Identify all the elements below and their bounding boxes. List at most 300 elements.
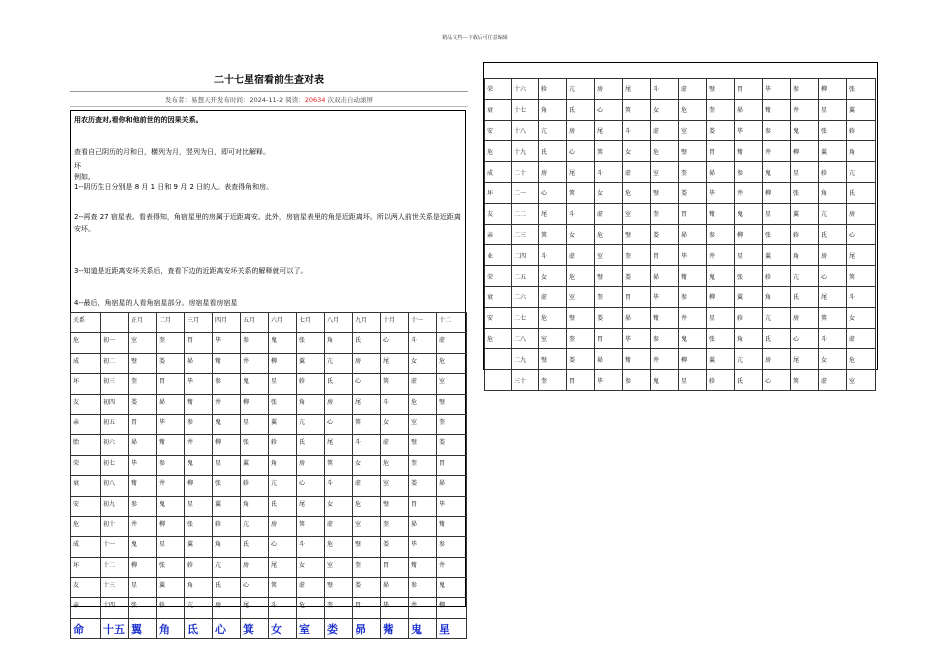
mansion-cell: 昴 (157, 394, 185, 414)
mansion-cell: 角 (791, 245, 819, 266)
mansion-cell: 房 (213, 598, 241, 618)
article-meta (70, 95, 468, 104)
relation-cell: 业 (485, 245, 512, 266)
title-divider (70, 91, 468, 92)
mansion-cell: 斗 (325, 476, 353, 496)
mansion-cell: 氐 (791, 286, 819, 307)
mansion-cell: 心 (269, 537, 297, 557)
mansion-cell: 斗 (595, 162, 623, 183)
mansion-cell: 星 (241, 414, 269, 434)
mansion-cell: 尾 (595, 120, 623, 141)
mansion-cell: 轸 (707, 370, 735, 391)
mansion-cell: 心 (325, 414, 353, 434)
mansion-cell: 翼 (791, 203, 819, 224)
mansion-cell: 胃 (567, 370, 595, 391)
mansion-cell: 尾 (381, 353, 409, 373)
mansion-cell: 奎 (353, 557, 381, 577)
mansion-cell: 箕 (325, 455, 353, 475)
mansion-cell: 参 (651, 328, 679, 349)
mansion-cell: 毕 (129, 455, 157, 475)
mansion-cell: 斗 (409, 333, 437, 353)
mansion-cell: 亢 (297, 414, 325, 434)
mansion-cell: 氐 (269, 496, 297, 516)
day-cell: 十八 (512, 120, 539, 141)
table-row (485, 141, 876, 162)
mansion-cell: 井 (213, 394, 241, 414)
day-cell: 十七 (512, 99, 539, 120)
mansion-cell: 虚 (539, 286, 567, 307)
mansion-cell: 柳 (185, 476, 213, 496)
mansion-cell: 虚 (567, 245, 595, 266)
mansion-cell: 箕 (595, 141, 623, 162)
mansion-cell: 危 (353, 496, 381, 516)
mansion-cell: 角 (297, 394, 325, 414)
mansion-cell: 危 (409, 394, 437, 414)
mansion-cell: 参 (735, 162, 763, 183)
mansion-cell: 鬼 (735, 203, 763, 224)
mansion-cell: 危 (539, 307, 567, 328)
mansion-cell: 女 (539, 266, 567, 287)
mansion-cell: 张 (241, 435, 269, 455)
mansion-cell: 柳 (241, 394, 269, 414)
mansion-cell: 女 (325, 496, 353, 516)
mansion-cell: 觜 (735, 141, 763, 162)
mansion-cell: 角 (269, 455, 297, 475)
mansion-cell: 室 (567, 286, 595, 307)
mansion-cell: 女 (847, 307, 876, 328)
mansion-cell: 室 (129, 333, 157, 353)
mansion-cell: 翼 (241, 455, 269, 475)
mansion-cell: 房 (763, 349, 791, 370)
mansion-cell: 璧 (437, 394, 467, 414)
mansion-cell: 角 (763, 286, 791, 307)
mansion-cell: 室 (409, 414, 437, 434)
table-row (485, 182, 876, 203)
mansion-cell: 鬼 (707, 266, 735, 287)
mansion-cell: 房 (325, 394, 353, 414)
mansion-cell: 觜 (213, 353, 241, 373)
mansion-cell: 鬼 (129, 537, 157, 557)
mansion-cell: 鬼 (791, 120, 819, 141)
relation-cell: 坏 (71, 557, 101, 577)
mansion-cell: 星 (213, 455, 241, 475)
day-cell: 十二 (101, 557, 129, 577)
mansion-cell: 轸 (735, 307, 763, 328)
mansion-cell: 张 (763, 224, 791, 245)
mansion-cell: 娄 (651, 224, 679, 245)
mansion-cell: 璧 (623, 224, 651, 245)
mansion-cell: 璧 (595, 266, 623, 287)
mansion-cell: 虚 (847, 328, 876, 349)
mansion-cell: 氐 (213, 578, 241, 598)
mansion-cell: 翼 (185, 537, 213, 557)
mansion-cell: 心 (819, 266, 847, 287)
relation-cell: 坏 (71, 374, 101, 394)
mansion-cell: 斗 (651, 79, 679, 100)
day-cell: 初二 (101, 353, 129, 373)
mansion-cell: 参 (707, 224, 735, 245)
mansion-cell: 娄 (679, 182, 707, 203)
mansion-cell: 虚 (409, 374, 437, 394)
mansion-cell: 氐 (567, 99, 595, 120)
mansion-cell: 心 (241, 578, 269, 598)
mansion-cell: 箕 (623, 99, 651, 120)
mansion-cell: 女 (409, 353, 437, 373)
table-row (485, 245, 876, 266)
mansion-cell: 翼 (707, 349, 735, 370)
table-row (71, 537, 467, 557)
table-row (71, 414, 467, 434)
mansion-cell: 房 (595, 79, 623, 100)
mansion-cell: 璧 (325, 578, 353, 598)
day-cell: 二九 (512, 349, 539, 370)
relation-cell: 命 (71, 618, 101, 638)
relation-cell: 友 (71, 578, 101, 598)
mansion-cell: 翼 (157, 578, 185, 598)
relation-cell: 亲 (485, 224, 512, 245)
mansion-cell: 轸 (241, 476, 269, 496)
mansion-cell: 轸 (269, 435, 297, 455)
mansion-cell: 星 (437, 618, 467, 638)
mansion-cell: 房 (819, 245, 847, 266)
mansion-cell: 轸 (157, 598, 185, 618)
mansion-cell: 张 (847, 79, 876, 100)
mansion-cell: 尾 (297, 496, 325, 516)
mansion-cell: 柳 (763, 182, 791, 203)
mansion-cell: 鬼 (185, 455, 213, 475)
mansion-cell: 井 (735, 182, 763, 203)
day-cell: 初九 (101, 496, 129, 516)
mansion-cell: 参 (679, 286, 707, 307)
mansion-cell: 虚 (325, 516, 353, 536)
table-row (485, 370, 876, 391)
view-count: 20634 (304, 96, 326, 104)
table-row (71, 394, 467, 414)
mansion-cell: 女 (269, 618, 297, 638)
mansion-cell: 十一 (409, 313, 437, 333)
relation-cell: 成 (71, 537, 101, 557)
mansion-cell: 觜 (763, 99, 791, 120)
day-cell: 二三 (512, 224, 539, 245)
table-row (71, 578, 467, 598)
mansion-cell: 十月 (381, 313, 409, 333)
day-cell: 初十 (101, 516, 129, 536)
mansion-cell: 井 (241, 353, 269, 373)
mansion-cell: 张 (213, 476, 241, 496)
mansion-cell: 参 (623, 370, 651, 391)
mansion-cell: 轸 (763, 266, 791, 287)
mansion-cell: 虚 (651, 120, 679, 141)
mansion-cell: 尾 (567, 162, 595, 183)
table-row (485, 79, 876, 100)
mansion-cell: 虚 (297, 578, 325, 598)
mansion-cell: 娄 (623, 266, 651, 287)
mansion-cell: 女 (381, 414, 409, 434)
mansion-cell: 星 (763, 203, 791, 224)
meta-divider (70, 106, 468, 107)
mansion-cell: 张 (819, 120, 847, 141)
mansion-cell: 星 (129, 578, 157, 598)
relation-cell: 成 (485, 162, 512, 183)
mansion-cell: 胃 (353, 598, 381, 618)
day-cell: 十九 (512, 141, 539, 162)
mansion-cell: 房 (791, 307, 819, 328)
mansion-cell: 璧 (679, 141, 707, 162)
mansion-cell: 房 (241, 557, 269, 577)
mansion-cell: 奎 (679, 162, 707, 183)
mansion-cell: 轸 (213, 516, 241, 536)
mansion-cell: 张 (185, 516, 213, 536)
mansion-cell: 室 (847, 370, 876, 391)
mansion-cell: 翼 (735, 286, 763, 307)
mansion-cell: 鬼 (269, 333, 297, 353)
mansion-cell: 胃 (651, 245, 679, 266)
step-4: 4--最后，角宿星的人看角宿星部分。房宿星看房宿星 (74, 299, 238, 307)
table-row (485, 307, 876, 328)
mansion-cell: 二月 (157, 313, 185, 333)
mansion-cell: 璧 (409, 435, 437, 455)
day-cell: 二六 (512, 286, 539, 307)
mansion-cell: 危 (679, 99, 707, 120)
mansion-cell: 房 (297, 455, 325, 475)
table-row (71, 476, 467, 496)
mansion-cell: 觜 (437, 516, 467, 536)
mansion-cell: 亢 (213, 557, 241, 577)
mansion-cell: 氐 (241, 537, 269, 557)
mansion-cell: 七月 (297, 313, 325, 333)
mansion-cell: 轸 (791, 224, 819, 245)
relation-cell: 衰 (71, 476, 101, 496)
mansion-cell: 鬼 (157, 496, 185, 516)
mansion-cell: 斗 (847, 286, 876, 307)
mansion-cell: 心 (353, 374, 381, 394)
mansion-cell: 娄 (157, 353, 185, 373)
mansion-cell: 参 (157, 455, 185, 475)
table-row (71, 516, 467, 536)
relation-cell: 荣 (485, 266, 512, 287)
mansion-cell: 氐 (353, 333, 381, 353)
mansion-cell: 虚 (353, 476, 381, 496)
relation-cell: 友 (71, 394, 101, 414)
mansion-cell: 娄 (325, 618, 353, 638)
mansion-cell: 毕 (651, 286, 679, 307)
mansion-cell: 女 (595, 182, 623, 203)
mansion-cell: 房 (353, 353, 381, 373)
mansion-cell: 觜 (381, 618, 409, 638)
mansion-cell: 鬼 (409, 618, 437, 638)
mansion-cell: 虚 (623, 162, 651, 183)
mansion-cell: 胃 (381, 557, 409, 577)
mansion-cell: 毕 (185, 374, 213, 394)
mansion-cell: 危 (381, 455, 409, 475)
mansion-cell: 女 (353, 455, 381, 475)
mansion-cell: 角 (157, 618, 185, 638)
table-row (485, 286, 876, 307)
mansion-cell: 奎 (381, 516, 409, 536)
mansion-cell: 女 (623, 141, 651, 162)
mansion-cell: 翼 (213, 496, 241, 516)
mansion-cell: 鬼 (763, 162, 791, 183)
mansion-cell: 奎 (707, 99, 735, 120)
day-cell: 二七 (512, 307, 539, 328)
mansion-cell: 昴 (595, 349, 623, 370)
mansion-cell: 氐 (735, 370, 763, 391)
day-cell: 二八 (512, 328, 539, 349)
mansion-cell: 危 (847, 349, 876, 370)
relation-cell: 关系 (71, 313, 101, 333)
mansion-cell: 胃 (707, 141, 735, 162)
relation-cell (485, 370, 512, 391)
mansion-cell: 奎 (129, 374, 157, 394)
relation-cell: 危 (71, 516, 101, 536)
mansion-cell: 毕 (437, 496, 467, 516)
mansion-cell: 亢 (325, 353, 353, 373)
mansion-cell: 星 (819, 99, 847, 120)
mansion-cell: 亢 (791, 266, 819, 287)
mansion-cell: 张 (269, 394, 297, 414)
mansion-cell: 觜 (679, 266, 707, 287)
mansion-cell: 氐 (763, 328, 791, 349)
mansion-cell: 翼 (819, 141, 847, 162)
mansion-cell: 觜 (623, 349, 651, 370)
mansion-cell: 张 (791, 182, 819, 203)
mansion-cell: 昴 (353, 618, 381, 638)
mansion-cell: 璧 (353, 537, 381, 557)
mansion-cell: 参 (409, 578, 437, 598)
mansion-cell: 胃 (157, 374, 185, 394)
mansion-cell: 奎 (437, 414, 467, 434)
mansion-cell: 亢 (735, 349, 763, 370)
mansion-cell: 亢 (185, 598, 213, 618)
table-row (485, 162, 876, 183)
relation-cell: 危 (71, 333, 101, 353)
mansion-cell: 亢 (539, 120, 567, 141)
mansion-cell: 参 (763, 120, 791, 141)
mansion-cell: 觜 (129, 476, 157, 496)
mansion-cell: 危 (325, 537, 353, 557)
mansion-cell: 璧 (539, 349, 567, 370)
table-header-row (71, 313, 467, 333)
mansion-cell: 轸 (819, 162, 847, 183)
mansion-cell: 毕 (381, 598, 409, 618)
lookup-table-left (70, 312, 467, 639)
mansion-cell: 井 (707, 245, 735, 266)
mansion-cell: 井 (791, 99, 819, 120)
intro-paragraph: 用农历查对,看你和他前世的的因果关系。 (74, 116, 203, 124)
relation-cell: 荣 (71, 455, 101, 475)
mansion-cell: 轸 (297, 374, 325, 394)
mansion-cell: 斗 (623, 120, 651, 141)
mansion-cell: 毕 (735, 120, 763, 141)
mansion-cell: 鬼 (679, 328, 707, 349)
mansion-cell: 角 (847, 141, 876, 162)
mansion-cell: 觜 (651, 307, 679, 328)
mansion-cell: 昴 (381, 578, 409, 598)
mansion-cell: 氐 (539, 141, 567, 162)
mansion-cell: 角 (735, 328, 763, 349)
day-cell: 初六 (101, 435, 129, 455)
mansion-cell: 胃 (409, 496, 437, 516)
mansion-cell: 胃 (623, 286, 651, 307)
mansion-cell: 斗 (381, 394, 409, 414)
page-header-note: 精品文档---下载后可任意编辑 (442, 35, 508, 41)
table-row (485, 120, 876, 141)
mansion-cell: 箕 (819, 307, 847, 328)
day-cell: 十五 (101, 618, 129, 638)
mansion-cell: 参 (129, 496, 157, 516)
day-cell: 十四 (101, 598, 129, 618)
mansion-cell: 箕 (539, 224, 567, 245)
mansion-cell: 翼 (129, 618, 157, 638)
relation-cell: 安 (485, 307, 512, 328)
mansion-cell: 虚 (595, 203, 623, 224)
table-row (71, 374, 467, 394)
step-1: 1--阴历生日分别是 8 月 1 日和 9 月 2 日的人。表查得角和房。 (74, 183, 274, 191)
mansion-cell: 氐 (325, 374, 353, 394)
mansion-cell: 毕 (409, 537, 437, 557)
mansion-cell: 心 (595, 99, 623, 120)
relation-cell: 亲 (71, 414, 101, 434)
mansion-cell: 虚 (679, 79, 707, 100)
mansion-cell: 鬼 (213, 414, 241, 434)
mansion-cell: 尾 (241, 598, 269, 618)
mansion-cell: 箕 (269, 578, 297, 598)
mansion-cell: 张 (735, 266, 763, 287)
mansion-cell: 毕 (595, 370, 623, 391)
relation-cell: 衰 (485, 99, 512, 120)
mansion-cell: 璧 (651, 182, 679, 203)
mansion-cell: 翼 (763, 245, 791, 266)
mansion-cell: 井 (129, 516, 157, 536)
mansion-cell: 心 (539, 182, 567, 203)
relation-cell: 坏 (485, 182, 512, 203)
mansion-cell: 柳 (129, 557, 157, 577)
mansion-cell: 娄 (353, 578, 381, 598)
mansion-cell: 危 (297, 598, 325, 618)
mansion-cell: 星 (707, 307, 735, 328)
mansion-cell: 亢 (847, 162, 876, 183)
mansion-cell: 尾 (819, 286, 847, 307)
mansion-cell: 虚 (819, 370, 847, 391)
mansion-cell: 尾 (539, 203, 567, 224)
mansion-cell: 角 (819, 182, 847, 203)
mansion-cell: 昴 (437, 476, 467, 496)
mansion-cell: 娄 (381, 537, 409, 557)
mansion-cell: 奎 (539, 370, 567, 391)
mansion-cell: 箕 (791, 370, 819, 391)
mansion-cell: 角 (241, 496, 269, 516)
mansion-cell: 胃 (735, 79, 763, 100)
mansion-cell: 女 (651, 99, 679, 120)
relation-cell: 胎 (71, 435, 101, 455)
mansion-cell: 房 (539, 162, 567, 183)
day-cell: 二五 (512, 266, 539, 287)
mansion-cell: 柳 (819, 79, 847, 100)
mansion-cell: 斗 (297, 537, 325, 557)
table-row (485, 99, 876, 120)
table-row (71, 333, 467, 353)
mansion-cell: 奎 (409, 455, 437, 475)
mansion-cell: 轸 (539, 79, 567, 100)
mansion-cell: 心 (567, 141, 595, 162)
mansion-cell: 娄 (567, 349, 595, 370)
mansion-cell: 角 (325, 333, 353, 353)
mansion-cell: 室 (297, 618, 325, 638)
mansion-cell: 虚 (437, 333, 467, 353)
mansion-cell: 箕 (297, 516, 325, 536)
mansion-cell: 昴 (129, 435, 157, 455)
relation-cell: 荣 (485, 79, 512, 100)
